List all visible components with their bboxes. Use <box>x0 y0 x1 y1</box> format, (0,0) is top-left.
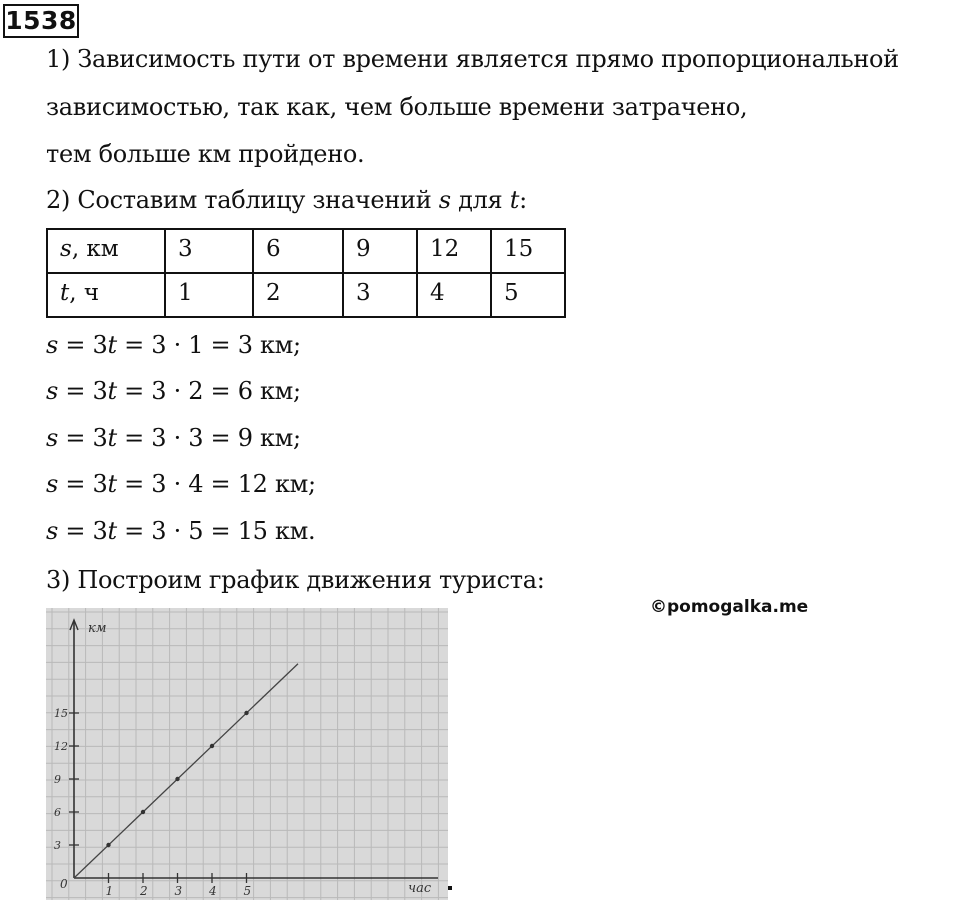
y-tick-label: 12 <box>54 740 68 753</box>
text-line-5: 3) Построим график движения туриста: <box>46 566 545 594</box>
motion-graph-photo <box>46 608 448 900</box>
watermark: ©pomogalka.me <box>650 597 809 617</box>
table-cell: 9 <box>343 229 417 273</box>
equation-4: s = 3t = 3 · 4 = 12 км; <box>46 470 316 498</box>
values-table <box>46 228 566 318</box>
data-point <box>106 843 110 847</box>
equation-1: s = 3t = 3 · 1 = 3 км; <box>46 331 301 359</box>
data-point <box>175 777 179 781</box>
table-cell: 3 <box>165 229 253 273</box>
equation-5: s = 3t = 3 · 5 = 15 км. <box>46 517 316 545</box>
text-line-4-mid: для <box>450 186 510 214</box>
text-line-4-var-t: t <box>509 186 520 214</box>
text-line-4 <box>46 185 527 215</box>
y-tick-label: 3 <box>54 839 61 852</box>
y-tick-label: 9 <box>54 773 61 786</box>
y-tick-label: 6 <box>54 806 61 819</box>
table-row <box>47 229 565 273</box>
table-cell: 1 <box>165 273 253 317</box>
table-cell: 3 <box>343 273 417 317</box>
text-line-1: 1) Зависимость пути от времени является прямо пропорциональной <box>46 45 899 73</box>
y-tick-label: 15 <box>54 707 68 720</box>
table-cell: 6 <box>253 229 343 273</box>
table-cell: 15 <box>491 229 565 273</box>
table-cell: 4 <box>417 273 491 317</box>
equation-2: s = 3t = 3 · 2 = 6 км; <box>46 377 301 405</box>
text-line-4-suffix: : <box>519 186 527 214</box>
text-line-4-var-s: s <box>438 186 451 214</box>
y-axis-label: км <box>88 621 107 636</box>
table-cell: 2 <box>253 273 343 317</box>
text-line-4-prefix: 2) Составим таблицу значений <box>46 186 439 214</box>
trailing-period <box>448 886 452 890</box>
x-tick-label: 5 <box>243 884 252 898</box>
motion-graph <box>46 608 448 900</box>
data-point <box>244 711 248 715</box>
x-axis-label: час <box>408 881 432 896</box>
text-line-3: тем больше км пройдено. <box>46 140 365 168</box>
table-cell: 12 <box>417 229 491 273</box>
equation-3: s = 3t = 3 · 3 = 9 км; <box>46 424 301 452</box>
table-cell: 5 <box>491 273 565 317</box>
origin-label: 0 <box>60 877 68 891</box>
table-header-s: s, км <box>47 229 165 273</box>
x-tick-label: 1 <box>105 884 114 898</box>
x-tick-label: 2 <box>140 884 148 898</box>
data-point <box>210 744 214 748</box>
table-row <box>47 273 565 317</box>
text-line-2: зависимостью, так как, чем больше времени затрачено, <box>46 93 748 121</box>
problem-number: 1538 <box>3 4 79 38</box>
x-tick-label: 4 <box>209 884 217 898</box>
data-point <box>141 810 145 814</box>
table-header-t: t, ч <box>47 273 165 317</box>
x-tick-label: 3 <box>174 884 183 898</box>
